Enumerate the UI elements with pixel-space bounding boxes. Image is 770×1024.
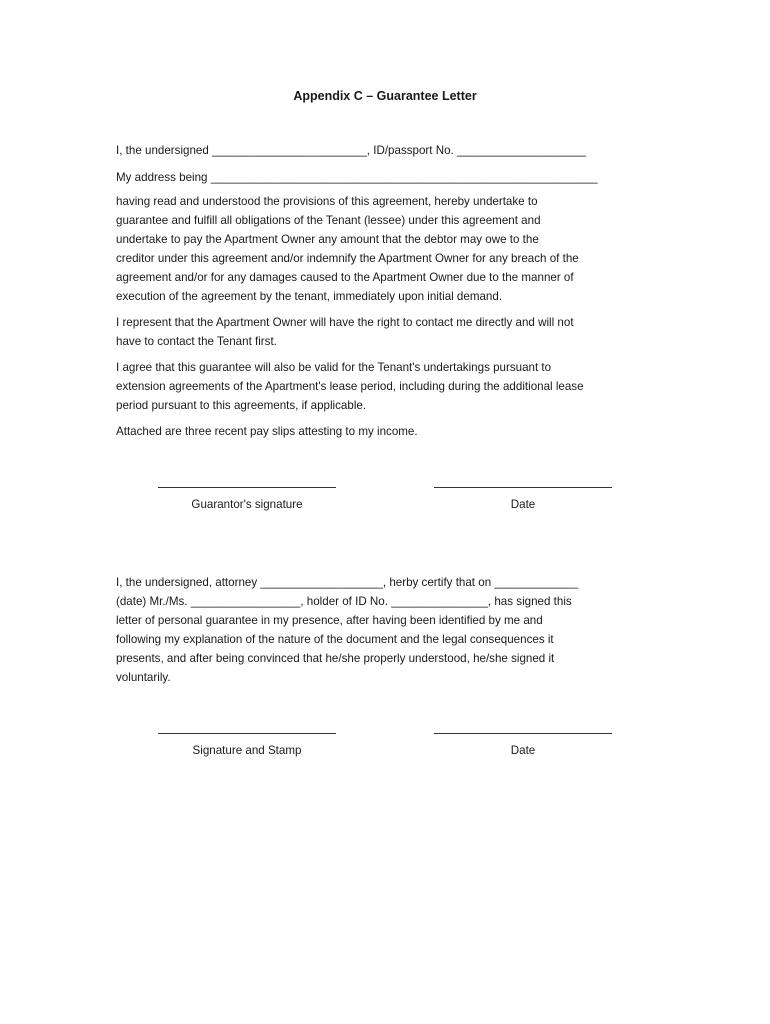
stamp-signature-label: Signature and Stamp: [192, 744, 302, 757]
extension-paragraph: [116, 358, 656, 415]
paragraph-line: undertake to pay the Apartment Owner any amount that the debtor may owe to the: [116, 233, 539, 246]
paragraph-line: I, the undersigned, attorney ___________________, herby certify that on _____________: [116, 576, 579, 589]
paragraph-line: (date) Mr./Ms. _________________, holder of ID No. _______________, has signed this: [116, 595, 572, 608]
stamp-signature-block: [147, 733, 347, 760]
guarantor-signature-label: Guarantor's signature: [191, 498, 303, 511]
address-line: My address being ____________________________________________________________: [116, 171, 598, 184]
attorney-paragraph: [116, 573, 656, 687]
signature-rule: [158, 487, 336, 488]
signature-rule: [158, 733, 336, 734]
date-rule: [434, 487, 612, 488]
paragraph-line: period pursuant to this agreements, if applicable.: [116, 399, 367, 412]
paragraph-line: extension agreements of the Apartment's lease period, including during the additional lease: [116, 380, 584, 393]
paragraph-line: I represent that the Apartment Owner will have the right to contact me directly and will not: [116, 316, 574, 329]
date-label-1: Date: [510, 498, 536, 511]
paragraph-line: execution of the agreement by the tenant, immediately upon initial demand.: [116, 290, 503, 303]
paragraph-line: agreement and/or for any damages caused to the Apartment Owner due to the manner of: [116, 271, 574, 284]
paragraph-line: voluntarily.: [116, 671, 171, 684]
attached-line: Attached are three recent pay slips attesting to my income.: [116, 425, 418, 438]
date-block-2: [423, 733, 623, 760]
date-label-2: Date: [510, 744, 536, 757]
paragraph-line: I agree that this guarantee will also be valid for the Tenant's undertakings pursuant to: [116, 361, 552, 374]
paragraph-line: guarantee and fulfill all obligations of the Tenant (lessee) under this agreement and: [116, 214, 541, 227]
paragraph-line: having read and understood the provisions of this agreement, hereby undertake to: [116, 195, 538, 208]
date-block-1: [423, 487, 623, 514]
paragraph-line: have to contact the Tenant first.: [116, 335, 277, 348]
document-title: Appendix C – Guarantee Letter: [293, 89, 477, 103]
paragraph-line: presents, and after being convinced that he/she properly understood, he/she signed it: [116, 652, 555, 665]
guarantor-signature-block: [147, 487, 347, 514]
paragraph-line: following my explanation of the nature of the document and the legal consequences it: [116, 633, 554, 646]
contact-paragraph: [116, 313, 656, 351]
paragraph-line: creditor under this agreement and/or indemnify the Apartment Owner for any breach of the: [116, 252, 579, 265]
undertake-paragraph: [116, 192, 656, 306]
undersigned-line: I, the undersigned ________________________, ID/passport No. ____________________: [116, 144, 586, 157]
date-rule: [434, 733, 612, 734]
paragraph-line: letter of personal guarantee in my presence, after having been identified by me and: [116, 614, 543, 627]
